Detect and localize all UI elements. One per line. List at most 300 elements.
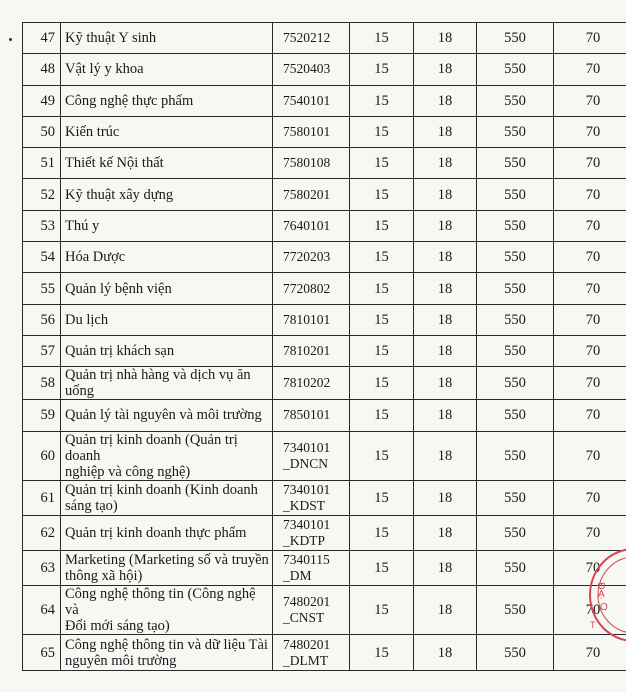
major-name-cell-text: Thú y — [65, 217, 100, 234]
major-name-cell-text: sáng tạo) — [65, 497, 118, 514]
table-row — [23, 551, 626, 586]
threshold-score-cell — [350, 480, 414, 515]
major-name-cell — [61, 116, 273, 147]
major-name-cell-text: Hóa Dược — [65, 249, 126, 266]
threshold-score-cell — [414, 116, 477, 147]
row-number-cell — [23, 148, 61, 179]
threshold-score-cell-text: 15 — [374, 30, 389, 47]
major-name-cell-text: Marketing (Marketing số và truyền — [65, 552, 269, 569]
threshold-score-cell-text: 550 — [504, 447, 526, 464]
threshold-score-cell — [414, 586, 477, 635]
threshold-score-cell-text: 550 — [504, 124, 526, 141]
major-code-cell-text: _DM — [283, 568, 312, 584]
threshold-score-cell — [350, 586, 414, 635]
threshold-score-cell-text: 18 — [437, 124, 453, 141]
row-number-cell-text: 54 — [40, 249, 55, 266]
row-number-cell-text: 49 — [40, 92, 55, 109]
threshold-score-cell — [414, 179, 477, 210]
major-code-cell-text: _DNCN — [283, 455, 329, 471]
row-number-cell — [23, 551, 61, 586]
threshold-score-cell — [414, 210, 477, 241]
threshold-score-cell-text: 70 — [585, 644, 601, 661]
major-code-cell — [273, 304, 350, 335]
major-name-cell — [61, 23, 273, 54]
threshold-score-cell-text: 70 — [585, 30, 601, 47]
threshold-score-cell — [414, 335, 477, 366]
threshold-score-cell-text: 550 — [504, 61, 526, 78]
threshold-score-cell-text: 15 — [374, 124, 389, 141]
major-name-cell-text: Công nghệ thông tin (Công nghệ và — [65, 586, 256, 619]
major-code-cell-text: 7480201 — [283, 636, 331, 652]
threshold-score-cell-text: 70 — [585, 249, 601, 266]
table-row — [23, 367, 626, 400]
threshold-score-cell — [554, 23, 626, 54]
major-name-cell — [61, 85, 273, 116]
threshold-score-cell-text: 70 — [585, 407, 601, 424]
row-number-cell — [23, 179, 61, 210]
document-page — [22, 22, 624, 690]
threshold-score-cell — [414, 551, 477, 586]
threshold-score-cell — [477, 515, 554, 550]
threshold-score-cell-text: 15 — [374, 375, 389, 392]
threshold-score-cell-text: 70 — [585, 186, 601, 203]
row-number-cell-text: 48 — [40, 61, 55, 78]
major-name-cell — [61, 304, 273, 335]
threshold-score-cell-text: 18 — [437, 217, 453, 234]
table-row — [23, 23, 626, 54]
threshold-score-cell — [350, 551, 414, 586]
table-row — [23, 273, 626, 304]
threshold-score-cell — [477, 480, 554, 515]
row-number-cell-text: 50 — [40, 124, 55, 141]
major-name-cell-text: Công nghệ thông tin và dữ liệu Tài — [65, 636, 268, 653]
major-name-cell — [61, 242, 273, 273]
threshold-score-cell — [414, 304, 477, 335]
row-number-cell — [23, 515, 61, 550]
major-name-cell-text: Đổi mới sáng tạo) — [65, 618, 170, 635]
seal-stamp — [586, 545, 626, 645]
threshold-score-cell-text: 15 — [374, 249, 389, 266]
major-name-cell-text: Quản trị nhà hàng và dịch vụ ăn uống — [65, 367, 251, 400]
svg-text:T: T — [590, 620, 596, 630]
major-name-cell-text: Thiết kế Nội thất — [65, 155, 164, 172]
threshold-score-cell-text: 70 — [585, 217, 601, 234]
major-code-cell — [273, 242, 350, 273]
threshold-score-cell-text: 18 — [437, 525, 453, 541]
major-code-cell-text: 7340115 — [283, 552, 330, 568]
threshold-score-cell-text: 70 — [585, 311, 601, 328]
threshold-score-cell-text: 550 — [504, 644, 526, 661]
threshold-score-cell — [414, 54, 477, 85]
major-code-cell — [273, 480, 350, 515]
major-name-cell — [61, 54, 273, 85]
threshold-score-cell — [350, 431, 414, 480]
threshold-score-cell — [350, 85, 414, 116]
table-row — [23, 480, 626, 515]
threshold-score-cell — [554, 335, 626, 366]
threshold-score-cell-text: 15 — [374, 343, 389, 360]
row-number-cell-text: 64 — [40, 602, 55, 619]
threshold-score-cell-text: 15 — [374, 560, 389, 577]
row-number-cell-text: 52 — [40, 186, 55, 203]
svg-text:O: O — [600, 602, 608, 613]
threshold-score-cell — [554, 179, 626, 210]
threshold-score-cell — [414, 431, 477, 480]
row-number-cell — [23, 210, 61, 241]
threshold-score-cell-text: 18 — [437, 280, 453, 297]
major-code-cell-text: 7340101 — [283, 517, 331, 532]
threshold-score-cell — [477, 400, 554, 431]
threshold-score-cell-text: 18 — [437, 447, 453, 464]
table-row — [23, 400, 626, 431]
threshold-score-cell — [414, 480, 477, 515]
threshold-score-cell — [350, 210, 414, 241]
major-name-cell-text: Quản trị kinh doanh thực phẩm — [65, 525, 247, 541]
major-code-cell — [273, 635, 350, 670]
threshold-score-cell — [414, 148, 477, 179]
row-number-cell-text: 60 — [40, 447, 55, 464]
threshold-score-cell-text: 15 — [374, 92, 389, 109]
row-number-cell — [23, 273, 61, 304]
threshold-score-cell-text: 550 — [504, 525, 526, 541]
threshold-score-cell — [350, 242, 414, 273]
threshold-score-cell-text: 15 — [374, 186, 389, 203]
threshold-score-cell — [477, 148, 554, 179]
row-number-cell-text: 47 — [40, 30, 55, 47]
major-name-cell — [61, 179, 273, 210]
threshold-score-cell — [414, 635, 477, 670]
threshold-score-cell — [554, 480, 626, 515]
threshold-score-cell-text: 70 — [585, 61, 601, 78]
threshold-score-cell-text: 70 — [585, 375, 601, 392]
threshold-score-cell — [477, 179, 554, 210]
threshold-score-cell — [414, 85, 477, 116]
major-name-cell-text: thông xã hội) — [65, 568, 143, 585]
table-row — [23, 116, 626, 147]
threshold-score-cell — [350, 367, 414, 400]
major-code-cell-text: 7810202 — [283, 375, 331, 391]
page-mark — [9, 38, 12, 41]
table-row — [23, 148, 626, 179]
major-name-cell-text: Quản trị khách sạn — [65, 343, 175, 360]
row-number-cell — [23, 242, 61, 273]
threshold-score-cell — [350, 515, 414, 550]
svg-text:Ạ: Ạ — [598, 589, 605, 600]
table-row — [23, 179, 626, 210]
major-code-cell-text: 7340101 — [283, 481, 331, 497]
threshold-score-cell — [350, 116, 414, 147]
threshold-score-cell-text: 550 — [504, 30, 526, 47]
threshold-score-cell — [350, 400, 414, 431]
table-row — [23, 54, 626, 85]
major-code-cell — [273, 335, 350, 366]
threshold-score-cell-text: 70 — [585, 155, 601, 172]
threshold-score-cell — [477, 367, 554, 400]
threshold-score-cell-text: 18 — [437, 311, 453, 328]
threshold-score-cell-text: 18 — [437, 407, 453, 424]
major-code-cell-text: 7520403 — [283, 61, 331, 77]
threshold-score-cell — [477, 431, 554, 480]
major-code-cell-text: 7340101 — [283, 439, 331, 455]
row-number-cell-text: 57 — [40, 343, 55, 360]
major-name-cell-text: Vật lý y khoa — [65, 61, 144, 78]
major-code-cell — [273, 148, 350, 179]
threshold-score-cell-text: 550 — [504, 602, 526, 619]
threshold-score-cell-text: 550 — [504, 375, 526, 392]
threshold-score-cell-text: 550 — [504, 186, 526, 203]
threshold-score-cell — [477, 242, 554, 273]
row-number-cell-text: 63 — [40, 560, 55, 577]
threshold-score-cell — [414, 515, 477, 550]
row-number-cell-text: 61 — [40, 489, 55, 506]
row-number-cell — [23, 85, 61, 116]
major-code-cell-text: 7580101 — [283, 124, 331, 140]
row-number-cell-text: 58 — [40, 375, 55, 392]
table-row — [23, 85, 626, 116]
threshold-score-cell-text: 70 — [585, 124, 601, 141]
major-code-cell-text: 7720802 — [283, 280, 331, 296]
row-number-cell — [23, 586, 61, 635]
table-row — [23, 635, 626, 670]
major-name-cell — [61, 367, 273, 400]
threshold-score-cell-text: 15 — [374, 217, 389, 234]
threshold-score-cell-text: 18 — [437, 375, 453, 392]
threshold-score-cell — [477, 335, 554, 366]
major-code-cell — [273, 400, 350, 431]
threshold-score-cell-text: 70 — [585, 602, 601, 619]
major-code-cell-text: 7720203 — [283, 249, 331, 265]
threshold-score-cell-text: 15 — [374, 525, 389, 541]
major-code-cell-text: _CNST — [283, 610, 325, 626]
row-number-cell-text: 51 — [40, 155, 55, 172]
major-code-cell — [273, 23, 350, 54]
major-code-cell — [273, 179, 350, 210]
table-row — [23, 515, 626, 550]
row-number-cell — [23, 54, 61, 85]
table-body — [23, 23, 626, 671]
row-number-cell — [23, 400, 61, 431]
threshold-score-cell-text: 18 — [437, 343, 453, 360]
admission-score-table — [22, 22, 626, 671]
threshold-score-cell-text: 18 — [437, 92, 453, 109]
threshold-score-cell-text: 15 — [374, 155, 389, 172]
threshold-score-cell-text: 70 — [585, 489, 601, 506]
threshold-score-cell — [477, 304, 554, 335]
threshold-score-cell — [350, 273, 414, 304]
threshold-score-cell-text: 550 — [504, 155, 526, 172]
threshold-score-cell — [350, 635, 414, 670]
major-code-cell-text: 7540101 — [283, 92, 331, 108]
threshold-score-cell — [350, 304, 414, 335]
major-name-cell-text: Kỹ thuật xây dựng — [65, 186, 174, 203]
major-code-cell-text: 7580108 — [283, 155, 331, 171]
row-number-cell-text: 53 — [40, 217, 55, 234]
major-name-cell — [61, 586, 273, 635]
major-name-cell — [61, 635, 273, 670]
threshold-score-cell-text: 70 — [585, 560, 601, 577]
major-name-cell — [61, 273, 273, 304]
threshold-score-cell — [554, 273, 626, 304]
threshold-score-cell-text: 15 — [374, 489, 389, 506]
table-row — [23, 210, 626, 241]
major-code-cell — [273, 431, 350, 480]
row-number-cell — [23, 304, 61, 335]
threshold-score-cell-text: 18 — [437, 155, 453, 172]
threshold-score-cell — [554, 85, 626, 116]
threshold-score-cell — [554, 116, 626, 147]
threshold-score-cell-text: 550 — [504, 217, 526, 234]
threshold-score-cell — [477, 273, 554, 304]
major-name-cell-text: Kỹ thuật Y sinh — [65, 30, 157, 47]
threshold-score-cell — [414, 242, 477, 273]
major-name-cell-text: nguyên môi trường — [65, 652, 177, 669]
major-code-cell — [273, 551, 350, 586]
row-number-cell — [23, 116, 61, 147]
threshold-score-cell — [554, 400, 626, 431]
major-code-cell-text: 7810101 — [283, 311, 331, 327]
threshold-score-cell-text: 15 — [374, 644, 389, 661]
threshold-score-cell — [554, 431, 626, 480]
svg-text:Đ: Đ — [594, 581, 607, 591]
threshold-score-cell — [477, 54, 554, 85]
row-number-cell-text: 55 — [40, 280, 55, 297]
threshold-score-cell-text: 70 — [585, 447, 601, 464]
major-code-cell — [273, 116, 350, 147]
threshold-score-cell — [477, 210, 554, 241]
threshold-score-cell-text: 70 — [585, 343, 601, 360]
threshold-score-cell — [554, 304, 626, 335]
threshold-score-cell — [414, 400, 477, 431]
threshold-score-cell — [414, 273, 477, 304]
threshold-score-cell-text: 70 — [585, 92, 601, 109]
threshold-score-cell-text: 15 — [374, 407, 389, 424]
row-number-cell — [23, 431, 61, 480]
major-name-cell — [61, 400, 273, 431]
table-row — [23, 586, 626, 635]
threshold-score-cell-text: 15 — [374, 602, 389, 619]
threshold-score-cell-text: 70 — [585, 525, 601, 541]
threshold-score-cell-text: 550 — [504, 489, 526, 506]
row-number-cell-text: 65 — [40, 644, 55, 661]
threshold-score-cell-text: 550 — [504, 280, 526, 297]
threshold-score-cell — [477, 551, 554, 586]
threshold-score-cell-text: 550 — [504, 407, 526, 424]
row-number-cell-text: 56 — [40, 311, 55, 328]
threshold-score-cell — [554, 54, 626, 85]
threshold-score-cell-text: 70 — [585, 280, 601, 297]
threshold-score-cell-text: 18 — [437, 186, 453, 203]
major-name-cell — [61, 480, 273, 515]
major-code-cell — [273, 515, 350, 550]
threshold-score-cell-text: 18 — [437, 30, 453, 47]
threshold-score-cell — [477, 586, 554, 635]
table-row — [23, 335, 626, 366]
threshold-score-cell-text: 15 — [374, 447, 389, 464]
row-number-cell — [23, 367, 61, 400]
major-name-cell — [61, 210, 273, 241]
threshold-score-cell-text: 18 — [437, 560, 453, 577]
row-number-cell — [23, 635, 61, 670]
threshold-score-cell-text: 550 — [504, 249, 526, 266]
threshold-score-cell — [350, 23, 414, 54]
table-row — [23, 242, 626, 273]
major-name-cell-text: Quản lý tài nguyên và môi trường — [65, 407, 262, 424]
threshold-score-cell-text: 18 — [437, 602, 453, 619]
major-code-cell — [273, 85, 350, 116]
major-name-cell — [61, 335, 273, 366]
major-name-cell-text: Quản lý bệnh viện — [65, 280, 172, 297]
major-name-cell — [61, 431, 273, 480]
major-name-cell — [61, 551, 273, 586]
major-code-cell-text: _DLMT — [283, 652, 328, 668]
major-name-cell — [61, 148, 273, 179]
threshold-score-cell — [414, 367, 477, 400]
major-name-cell-text: Công nghệ thực phẩm — [65, 92, 194, 109]
table-row — [23, 431, 626, 480]
major-code-cell-text: 7850101 — [283, 407, 331, 423]
major-code-cell-text: _KDST — [283, 497, 326, 513]
row-number-cell-text: 59 — [40, 407, 55, 424]
row-number-cell-text: 62 — [40, 525, 55, 541]
row-number-cell — [23, 480, 61, 515]
major-code-cell-text: 7480201 — [283, 594, 331, 610]
threshold-score-cell — [554, 242, 626, 273]
threshold-score-cell-text: 15 — [374, 280, 389, 297]
major-name-cell-text: nghiệp và công nghệ) — [65, 463, 191, 480]
threshold-score-cell — [477, 635, 554, 670]
major-code-cell-text: 7580201 — [283, 186, 331, 202]
major-name-cell-text: Du lịch — [65, 311, 109, 328]
threshold-score-cell-text: 18 — [437, 249, 453, 266]
major-code-cell-text: 7810201 — [283, 343, 331, 359]
threshold-score-cell — [350, 179, 414, 210]
table-row — [23, 304, 626, 335]
threshold-score-cell — [350, 335, 414, 366]
major-code-cell-text: _KDTP — [283, 533, 326, 548]
major-name-cell — [61, 515, 273, 550]
threshold-score-cell-text: 15 — [374, 311, 389, 328]
major-code-cell — [273, 54, 350, 85]
major-code-cell-text: 7640101 — [283, 217, 331, 233]
threshold-score-cell-text: 550 — [504, 560, 526, 577]
major-name-cell-text: Kiến trúc — [65, 124, 120, 141]
threshold-score-cell — [554, 210, 626, 241]
threshold-score-cell — [477, 23, 554, 54]
threshold-score-cell-text: 15 — [374, 61, 389, 78]
threshold-score-cell-text: 550 — [504, 92, 526, 109]
threshold-score-cell — [554, 148, 626, 179]
major-code-cell — [273, 367, 350, 400]
threshold-score-cell — [414, 23, 477, 54]
major-code-cell-text: 7520212 — [283, 30, 331, 46]
threshold-score-cell — [477, 116, 554, 147]
threshold-score-cell — [554, 367, 626, 400]
row-number-cell — [23, 335, 61, 366]
threshold-score-cell-text: 550 — [504, 343, 526, 360]
threshold-score-cell — [350, 148, 414, 179]
major-name-cell-text: Quản trị kinh doanh (Kinh doanh — [65, 481, 258, 498]
threshold-score-cell-text: 550 — [504, 311, 526, 328]
major-code-cell — [273, 273, 350, 304]
threshold-score-cell-text: 18 — [437, 61, 453, 78]
major-name-cell-text: Quản trị kinh doanh (Quản trị doanh — [65, 431, 238, 464]
major-code-cell — [273, 586, 350, 635]
threshold-score-cell — [477, 85, 554, 116]
major-code-cell — [273, 210, 350, 241]
threshold-score-cell — [350, 54, 414, 85]
threshold-score-cell-text: 18 — [437, 644, 453, 661]
row-number-cell — [23, 23, 61, 54]
